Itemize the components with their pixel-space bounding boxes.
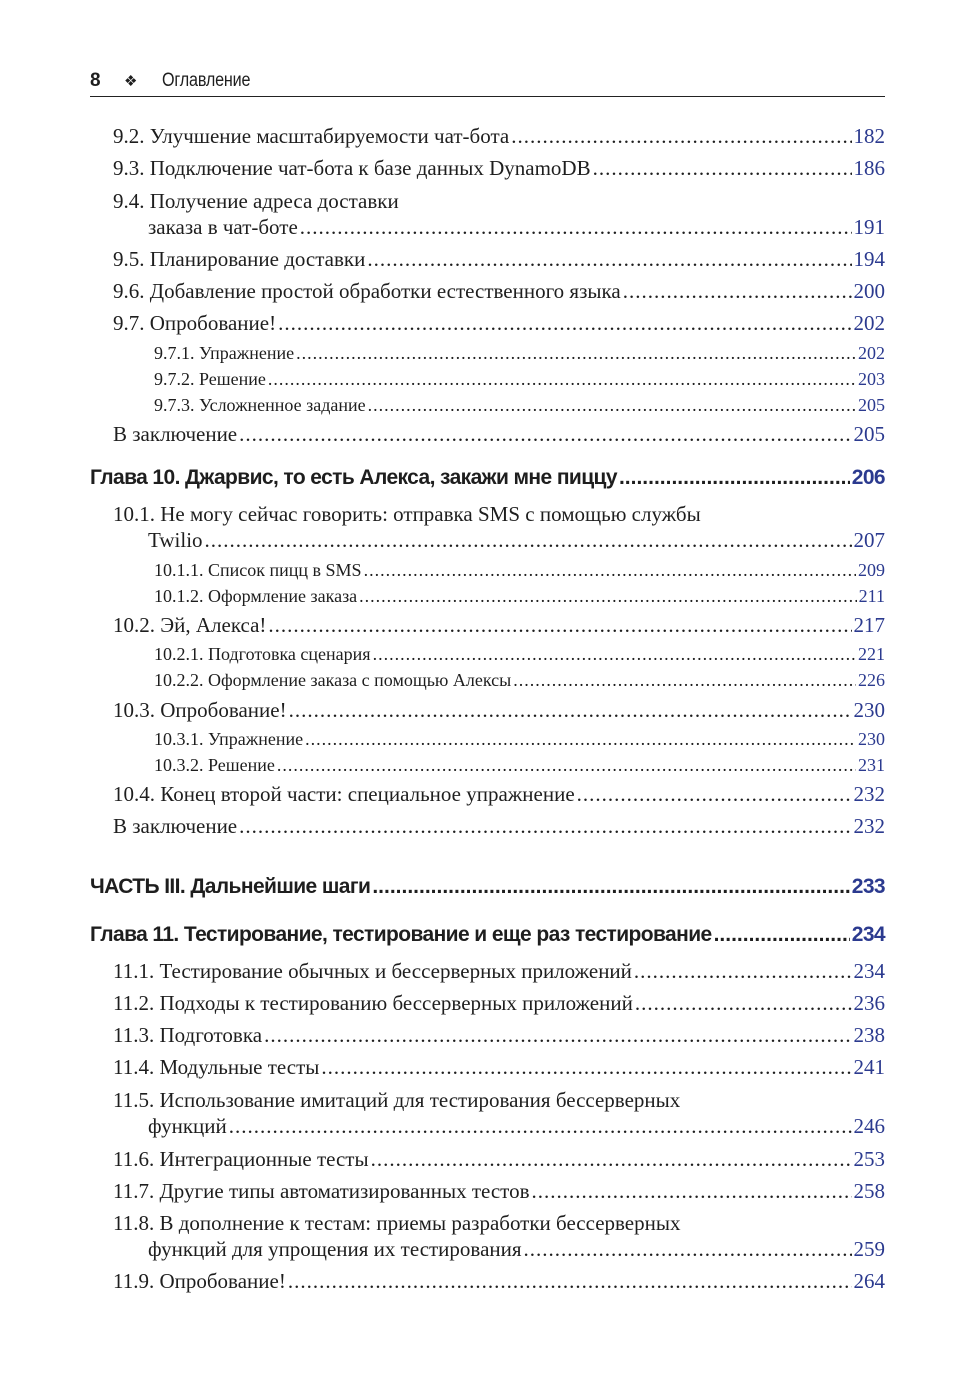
entry-page[interactable]: 203: [858, 369, 885, 389]
entry-title: Глава 11. Тестирование, тестирование и еще раз тестирование: [90, 923, 712, 946]
dot-leader: [511, 123, 851, 149]
dot-leader: [368, 393, 856, 417]
toc-subsection[interactable]: [154, 558, 885, 582]
entry-page[interactable]: 209: [858, 560, 885, 580]
ornament-icon: ❖: [124, 73, 138, 90]
toc-subsection[interactable]: [154, 668, 885, 692]
toc-section[interactable]: [113, 1210, 885, 1262]
entry-title: 10.1.1. Список пицц в SMS: [154, 560, 362, 580]
toc-section[interactable]: [113, 155, 885, 181]
entry-page[interactable]: 226: [858, 670, 885, 690]
entry-title: В заключение: [113, 422, 238, 446]
running-title: Оглавление: [162, 70, 251, 91]
dot-leader: [268, 367, 856, 391]
entry-title: 9.2. Улучшение масштабируемости чат-бота: [113, 124, 510, 148]
entry-page[interactable]: 206: [851, 466, 885, 489]
entry-title: 9.5. Планирование доставки: [113, 247, 366, 271]
entry-title: 11.6. Интеграционные тесты: [113, 1147, 369, 1171]
entry-title: 10.3. Опробование!: [113, 698, 287, 722]
entry-title: 9.7.3. Усложненное задание: [154, 395, 366, 415]
entry-title: 10.2.2. Оформление заказа с помощью Алексы: [154, 670, 512, 690]
dot-leader: [372, 873, 849, 901]
dot-leader: [634, 958, 852, 984]
entry-page[interactable]: 236: [853, 991, 885, 1015]
entry-page[interactable]: 182: [853, 124, 885, 148]
toc-section[interactable]: [113, 188, 885, 240]
dot-leader: [264, 1022, 851, 1048]
dot-leader: [205, 527, 852, 553]
dot-leader: [277, 753, 856, 777]
entry-title-cont: Twilio: [148, 528, 203, 552]
toc-section[interactable]: [113, 421, 885, 447]
toc-chapter[interactable]: [90, 464, 885, 492]
entry-page[interactable]: 202: [858, 343, 885, 363]
entry-page[interactable]: 207: [853, 528, 885, 552]
toc-chapter[interactable]: [90, 921, 885, 949]
entry-title: 11.3. Подготовка: [113, 1023, 263, 1047]
toc-subsection[interactable]: [154, 727, 885, 751]
entry-title: 11.5. Использование имитаций для тестирования бессерверных: [113, 1088, 681, 1112]
entry-title: 11.8. В дополнение к тестам: приемы разработки бессерверных: [113, 1211, 681, 1235]
entry-page[interactable]: 217: [853, 613, 885, 637]
toc-section[interactable]: [113, 1087, 885, 1139]
entry-page[interactable]: 264: [853, 1269, 885, 1293]
toc-section[interactable]: [113, 697, 885, 723]
dot-leader: [229, 1113, 852, 1139]
dot-leader: [278, 310, 851, 336]
entry-title: 10.2.1. Подготовка сценария: [154, 644, 371, 664]
dot-leader: [619, 464, 850, 492]
entry-title: 10.3.2. Решение: [154, 755, 275, 775]
entry-page[interactable]: 202: [853, 311, 885, 335]
dot-leader: [364, 558, 856, 582]
dot-leader: [513, 668, 856, 692]
dot-leader: [239, 813, 851, 839]
entry-title: 10.1. Не могу сейчас говорить: отправка SMS с помощью службы: [113, 502, 701, 526]
dot-leader: [300, 214, 852, 240]
entry-title: 9.6. Добавление простой обработки естественного языка: [113, 279, 621, 303]
entry-title: 11.2. Подходы к тестированию бессерверных приложений: [113, 991, 633, 1015]
dot-leader: [577, 781, 852, 807]
toc-section[interactable]: [113, 1054, 885, 1080]
entry-page[interactable]: 234: [851, 923, 885, 946]
toc-section[interactable]: [113, 612, 885, 638]
toc-section[interactable]: [113, 1178, 885, 1204]
entry-title: 9.7. Опробование!: [113, 311, 277, 335]
dot-leader: [289, 697, 852, 723]
entry-page[interactable]: 231: [858, 755, 885, 775]
entry-page[interactable]: 200: [853, 279, 885, 303]
entry-title: 10.3.1. Упражнение: [154, 729, 304, 749]
toc-section[interactable]: [113, 781, 885, 807]
dot-leader: [371, 1146, 852, 1172]
toc-section[interactable]: [113, 1022, 885, 1048]
dot-leader: [367, 246, 851, 272]
dot-leader: [524, 1236, 852, 1262]
entry-page[interactable]: 238: [853, 1023, 885, 1047]
entry-page[interactable]: 258: [853, 1179, 885, 1203]
entry-page[interactable]: 234: [853, 959, 885, 983]
entry-page[interactable]: 232: [853, 814, 885, 838]
entry-title: 11.4. Модульные тесты: [113, 1055, 320, 1079]
running-header: [90, 70, 266, 92]
toc-section[interactable]: [113, 310, 885, 336]
dot-leader: [635, 990, 852, 1016]
toc-subsection[interactable]: [154, 584, 885, 608]
dot-leader: [321, 1054, 851, 1080]
entry-title: 10.4. Конец второй части: специальное упражнение: [113, 782, 575, 806]
dot-leader: [305, 727, 856, 751]
toc-subsection[interactable]: [154, 367, 885, 391]
entry-title-cont: заказа в чат-боте: [148, 215, 298, 239]
entry-title-cont: функций для упрощения их тестирования: [148, 1237, 522, 1261]
dot-leader: [593, 155, 852, 181]
dot-leader: [623, 278, 852, 304]
entry-title: В заключение: [113, 814, 238, 838]
entry-page[interactable]: 230: [858, 729, 885, 749]
entry-page[interactable]: 211: [858, 586, 885, 606]
dot-leader: [714, 921, 850, 949]
entry-page[interactable]: 230: [853, 698, 885, 722]
toc-subsection[interactable]: [154, 642, 885, 666]
entry-page[interactable]: 205: [853, 422, 885, 446]
entry-title: 11.7. Другие типы автоматизированных тестов: [113, 1179, 530, 1203]
entry-title: Глава 10. Джарвис, то есть Алекса, закажи мне пиццу: [90, 466, 617, 489]
dot-leader: [239, 421, 851, 447]
dot-leader: [373, 642, 856, 666]
toc-subsection[interactable]: [154, 341, 885, 365]
toc-section[interactable]: [113, 813, 885, 839]
entry-page[interactable]: 232: [853, 782, 885, 806]
toc-section[interactable]: [113, 1268, 885, 1294]
entry-page[interactable]: 221: [858, 644, 885, 664]
toc-chapter[interactable]: [90, 873, 885, 901]
entry-page[interactable]: 253: [853, 1147, 885, 1171]
entry-page[interactable]: 205: [858, 395, 885, 415]
toc-section[interactable]: [113, 958, 885, 984]
header-rule: [90, 96, 885, 97]
dot-leader: [296, 341, 856, 365]
entry-title: 9.4. Получение адреса доставки: [113, 189, 399, 213]
entry-page[interactable]: 186: [853, 156, 885, 180]
entry-title: ЧАСТЬ III. Дальнейшие шаги: [90, 875, 371, 898]
entry-title: 9.3. Подключение чат-бота к базе данных DynamoDB: [113, 156, 591, 180]
entry-title: 10.1.2. Оформление заказа: [154, 586, 358, 606]
entry-title: 11.9. Опробование!: [113, 1269, 286, 1293]
entry-page[interactable]: 259: [853, 1237, 885, 1261]
entry-page[interactable]: 246: [853, 1114, 885, 1138]
entry-title-cont: функций: [148, 1114, 227, 1138]
dot-leader: [288, 1268, 852, 1294]
entry-page[interactable]: 233: [851, 875, 885, 898]
entry-page[interactable]: 194: [853, 247, 885, 271]
entry-page[interactable]: 191: [853, 215, 885, 239]
entry-title: 9.7.2. Решение: [154, 369, 266, 389]
toc-section[interactable]: [113, 990, 885, 1016]
toc-subsection[interactable]: [154, 393, 885, 417]
dot-leader: [532, 1178, 852, 1204]
page-number: 8: [90, 70, 101, 91]
toc-subsection[interactable]: [154, 753, 885, 777]
toc-section[interactable]: [113, 501, 885, 553]
toc-section[interactable]: [113, 1146, 885, 1172]
entry-title: 11.1. Тестирование обычных и бессерверных приложений: [113, 959, 632, 983]
dot-leader: [359, 584, 856, 608]
entry-title: 10.2. Эй, Алекса!: [113, 613, 267, 637]
entry-page[interactable]: 241: [853, 1055, 885, 1079]
entry-title: 9.7.1. Упражнение: [154, 343, 295, 363]
dot-leader: [268, 612, 851, 638]
toc-section[interactable]: [113, 278, 885, 304]
toc-section[interactable]: [113, 123, 885, 149]
toc-section[interactable]: [113, 246, 885, 272]
